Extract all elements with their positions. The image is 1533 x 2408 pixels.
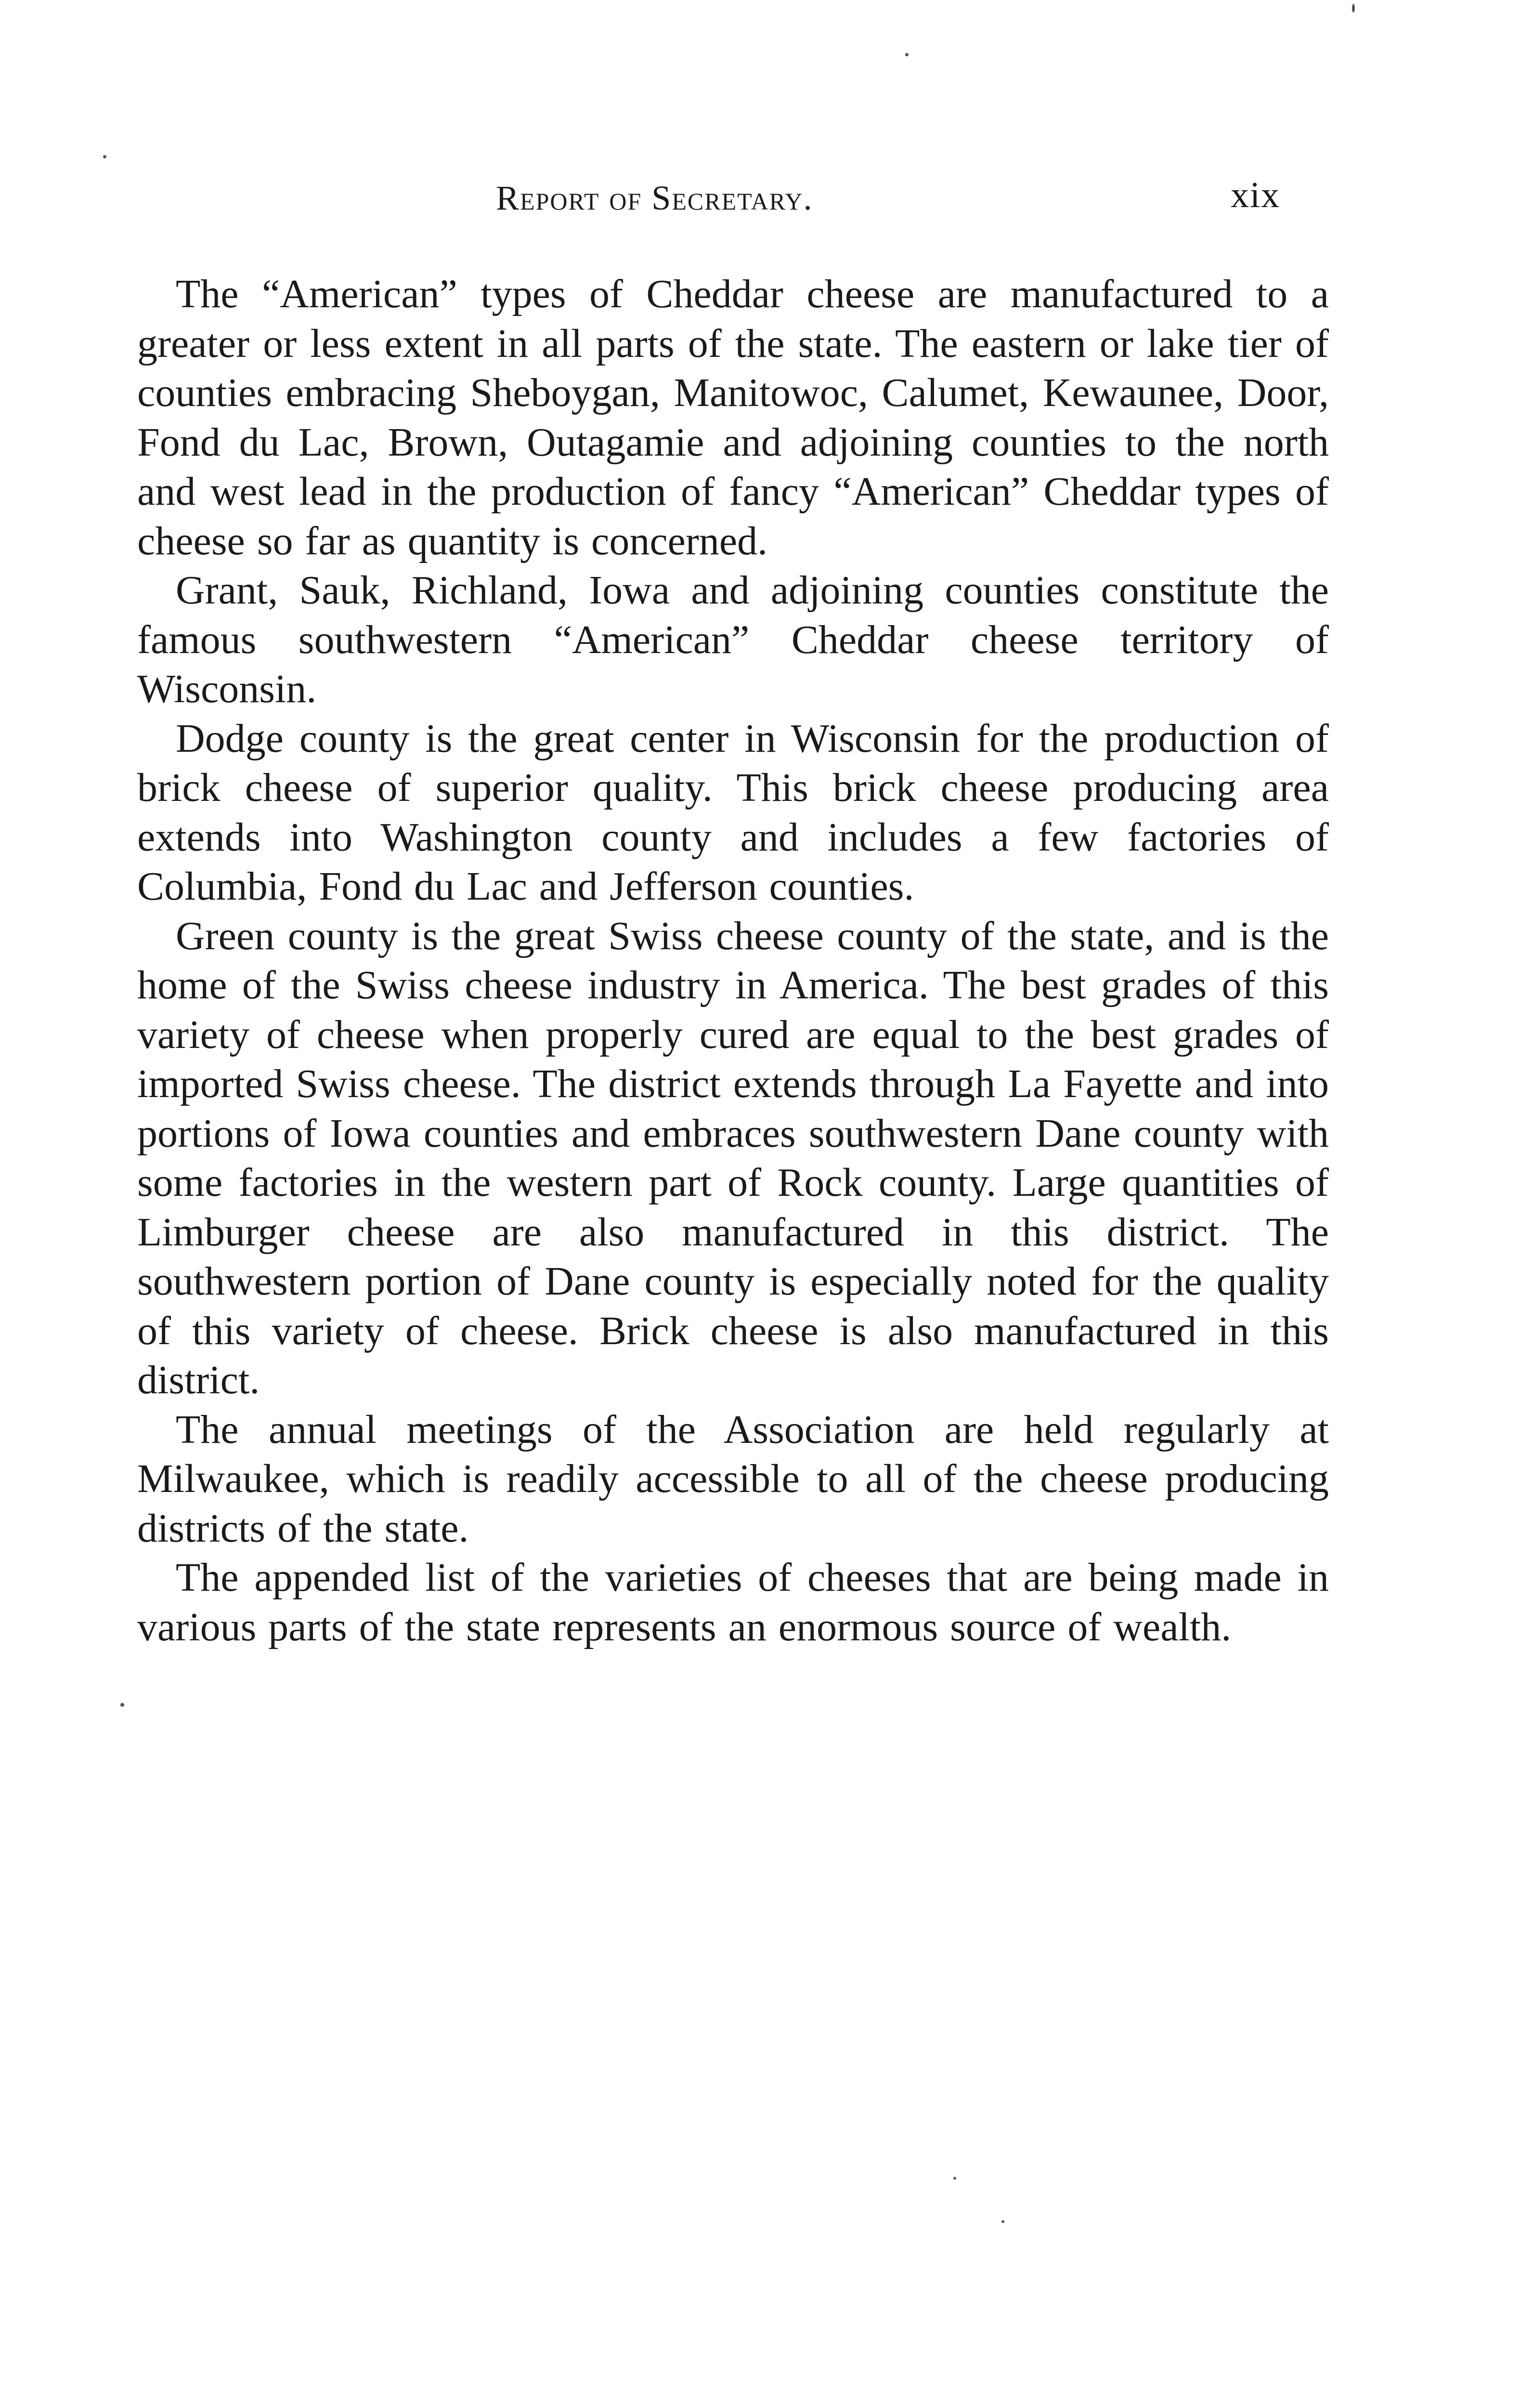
scan-speck [1352,4,1355,13]
paragraph-green-swiss: Green county is the great Swiss cheese county of the state, and is the home of the Swiss cheese industry in America. The best grades of this variety of cheese when properly cured are equal to the best grades of imported Swiss cheese. The district extends through La Fayette and into portions of Iowa counties and embraces southwestern Dane county with some factories in the western part of Rock county. Large quantities of Limburger cheese are also manufactured in this district. The southwestern portion of Dane county is especially noted for the quality of this variety of cheese. Brick cheese is also manufactured in this district. [137,913,1329,1402]
running-title: Report of Secretary. [496,179,813,217]
scan-speck [1001,2220,1004,2223]
body-text [137,270,1329,1652]
scan-speck [120,1703,124,1707]
paragraph-appended-list: The appended list of the varieties of cheeses that are being made in various parts of the state represents an enormous source of wealth. [137,1555,1329,1649]
scan-speck [103,155,106,158]
paragraph-cheddar-lake-tier: The “American” types of Cheddar cheese are manufactured to a greater or less extent in all parts of the state. The eastern or lake tier of counties embracing Sheboygan, Manitowoc, Calumet, Kewaunee, Door, Fond du Lac, Brown, Outagamie and adjoining counties to the north and west lead in the production of fancy “American” Cheddar types of cheese so far as quantity is concerned. [137,272,1329,563]
scan-speck [905,53,909,56]
scan-speck [953,2177,956,2180]
paragraph-dodge-brick: Dodge county is the great center in Wisconsin for the production of brick cheese of superior quality. This brick cheese producing area extends into Washington county and includes a few factories of Columbia, Fond du Lac and Jefferson counties. [137,716,1329,909]
paragraph-southwestern-cheddar: Grant, Sauk, Richland, Iowa and adjoining counties constitute the famous southwestern “American” Cheddar cheese territory of Wisconsin. [137,568,1329,711]
paragraph-annual-meetings: The annual meetings of the Association are held regularly at Milwaukee, which is readily accessible to all of the cheese producing districts of the state. [137,1407,1329,1551]
page-number: xix [1231,175,1281,215]
